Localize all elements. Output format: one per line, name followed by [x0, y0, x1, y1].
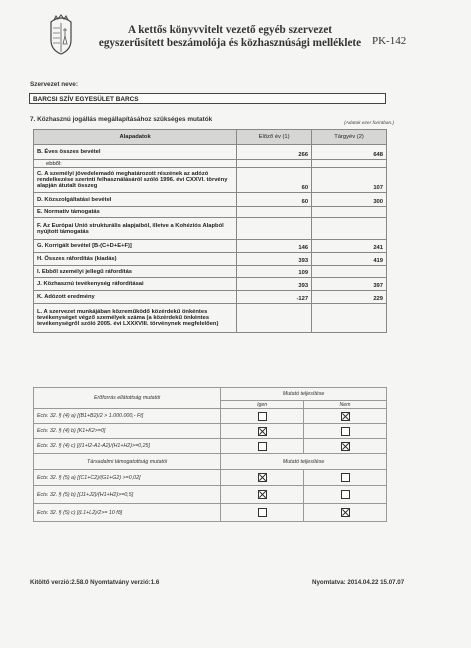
fulfilment-header: Mutató teljesítése	[221, 388, 387, 401]
print-timestamp: Nyomtatva: 2014.04.22 15.07.07	[312, 579, 405, 586]
col-header-curr: Tárgyév (2)	[312, 130, 387, 145]
indicator-label: Ectv. 32. § (5) c) [(L1+L2)/2>= 10 fő]	[34, 504, 221, 522]
form-code: PK-142	[372, 35, 407, 47]
prev-year-value[interactable]	[237, 218, 312, 240]
indicator-label: Ectv. 32. § (4) b) [K1+K2>=0]	[34, 424, 221, 439]
prev-year-value[interactable]: -127	[237, 291, 312, 304]
indicator-label: Ectv. 32. § (4) a) [(B1+B2)/2 > 1.000.000,- Ft]	[34, 409, 221, 424]
indicator-label: Ectv. 32. § (5) a) [(C1+C2)/(G1+G2) >=0,02]	[34, 470, 221, 486]
indicators-table	[33, 387, 387, 522]
no-checkbox[interactable]	[341, 427, 350, 436]
table-row	[34, 145, 387, 160]
prev-year-value[interactable]: 60	[237, 193, 312, 207]
prev-year-value[interactable]: 146	[237, 240, 312, 253]
current-year-value[interactable]: 107	[312, 168, 387, 193]
unit-note: (Adatok ezer forintban.)	[344, 121, 395, 126]
row-label: ebből:	[34, 160, 237, 168]
yes-checkbox[interactable]	[258, 427, 267, 436]
row-label: B. Éves összes bevétel	[34, 145, 237, 160]
table-row	[34, 253, 387, 266]
no-checkbox[interactable]	[341, 412, 350, 421]
row-label: C. A személyi jövedelemadó meghatározott részének az adózó rendelkezése szerinti felhasználásáról szóló 1996. évi CXXVI. törvény alapján átutalt összeg	[34, 168, 237, 193]
table-row	[34, 160, 387, 168]
current-year-value[interactable]: 229	[312, 291, 387, 304]
current-year-value[interactable]	[312, 160, 387, 168]
col-header-label: Alapadatok	[34, 130, 237, 145]
prev-year-value[interactable]	[237, 160, 312, 168]
indicator-row	[34, 424, 387, 439]
current-year-value[interactable]	[312, 218, 387, 240]
resource-indicators-title: Erőforrás ellátottság mutatói	[34, 388, 221, 409]
current-year-value[interactable]	[312, 207, 387, 218]
indicator-row	[34, 409, 387, 424]
indicator-row	[34, 439, 387, 454]
yes-checkbox[interactable]	[258, 442, 267, 451]
table-row	[34, 304, 387, 333]
prev-year-value[interactable]	[237, 207, 312, 218]
table-row	[34, 278, 387, 291]
form-title-line1: A kettős könyvvitelt vezető egyéb szervezet	[127, 24, 333, 36]
current-year-value[interactable]: 241	[312, 240, 387, 253]
row-label: E. Normatív támogatás	[34, 207, 237, 218]
indicator-row	[34, 486, 387, 504]
current-year-value[interactable]	[312, 266, 387, 278]
no-checkbox[interactable]	[341, 442, 350, 451]
prev-year-value[interactable]: 60	[237, 168, 312, 193]
table-row	[34, 193, 387, 207]
col-header-prev: Előző év (1)	[237, 130, 312, 145]
current-year-value[interactable]: 397	[312, 278, 387, 291]
indicator-label: Ectv. 32. § (4) c) [(I1+I2-A1-A2)/(H1+H2)>=0,25]	[34, 439, 221, 454]
row-label: I. Ebből személyi jellegű ráfordítás	[34, 266, 237, 278]
no-column-header: Nem	[304, 401, 387, 409]
current-year-value[interactable]: 419	[312, 253, 387, 266]
prev-year-value[interactable]: 266	[237, 145, 312, 160]
current-year-value[interactable]: 648	[312, 145, 387, 160]
org-name-label: Szervezet neve:	[30, 81, 78, 88]
row-label: F. Az Európai Unió strukturális alapjaiból, illetve a Kohéziós Alapból nyújtott támogatás	[34, 218, 237, 240]
coat-of-arms-icon	[48, 14, 74, 56]
table-row	[34, 266, 387, 278]
table-row	[34, 240, 387, 253]
indicator-row	[34, 504, 387, 522]
org-name-field[interactable]: BARCSI SZÍV EGYESÜLET BARCS	[29, 93, 386, 104]
current-year-value[interactable]: 300	[312, 193, 387, 207]
row-label: D. Közszolgáltatási bevétel	[34, 193, 237, 207]
row-label: K. Adózott eredmény	[34, 291, 237, 304]
prev-year-value[interactable]: 393	[237, 278, 312, 291]
yes-checkbox[interactable]	[258, 490, 267, 499]
prev-year-value[interactable]: 393	[237, 253, 312, 266]
resource-indicators-header	[34, 388, 387, 401]
table-row	[34, 218, 387, 240]
form-title	[80, 24, 380, 50]
table-row	[34, 207, 387, 218]
form-title-line2: egyszerűsített beszámolója és közhasznúsági melléklete	[98, 37, 362, 49]
version-info: Kitöltő verzió:2.58.0 Nyomtatvány verzió:1.6	[30, 579, 160, 586]
table-header-row	[34, 130, 387, 145]
row-label: H. Összes ráfordítás (kiadás)	[34, 253, 237, 266]
row-label: G. Korrigált bevétel [B-(C+D+E+F)]	[34, 240, 237, 253]
section-title: 7. Közhasznú jogállás megállapításához szükséges mutatók	[30, 116, 213, 123]
current-year-value[interactable]	[312, 304, 387, 333]
fulfilment-header: Mutató teljesítése	[221, 454, 387, 470]
yes-checkbox[interactable]	[258, 412, 267, 421]
table-row	[34, 168, 387, 193]
yes-checkbox[interactable]	[258, 508, 267, 517]
yes-column-header: Igen	[221, 401, 304, 409]
no-checkbox[interactable]	[341, 508, 350, 517]
no-checkbox[interactable]	[341, 490, 350, 499]
indicator-label: Ectv. 32. § (5) b) [(J1+J2)/(H1+H2)>=0,5]	[34, 486, 221, 504]
social-indicators-header	[34, 454, 387, 470]
no-checkbox[interactable]	[341, 473, 350, 482]
prev-year-value[interactable]	[237, 304, 312, 333]
prev-year-value[interactable]: 109	[237, 266, 312, 278]
row-label: J. Közhasznú tevékenység ráfordításai	[34, 278, 237, 291]
yes-checkbox[interactable]	[258, 473, 267, 482]
social-indicators-title: Társadalmi támogatottság mutatói	[34, 454, 221, 470]
indicator-row	[34, 470, 387, 486]
row-label: L. A szervezet munkájában közreműködő közérdekű önkéntes tevékenységet végző személyek száma (a közérdekű önkéntes tevékenységről szóló 2005. évi LXXXVIII. törvénynek megfelelően)	[34, 304, 237, 333]
table-row	[34, 291, 387, 304]
base-data-table	[33, 129, 387, 333]
